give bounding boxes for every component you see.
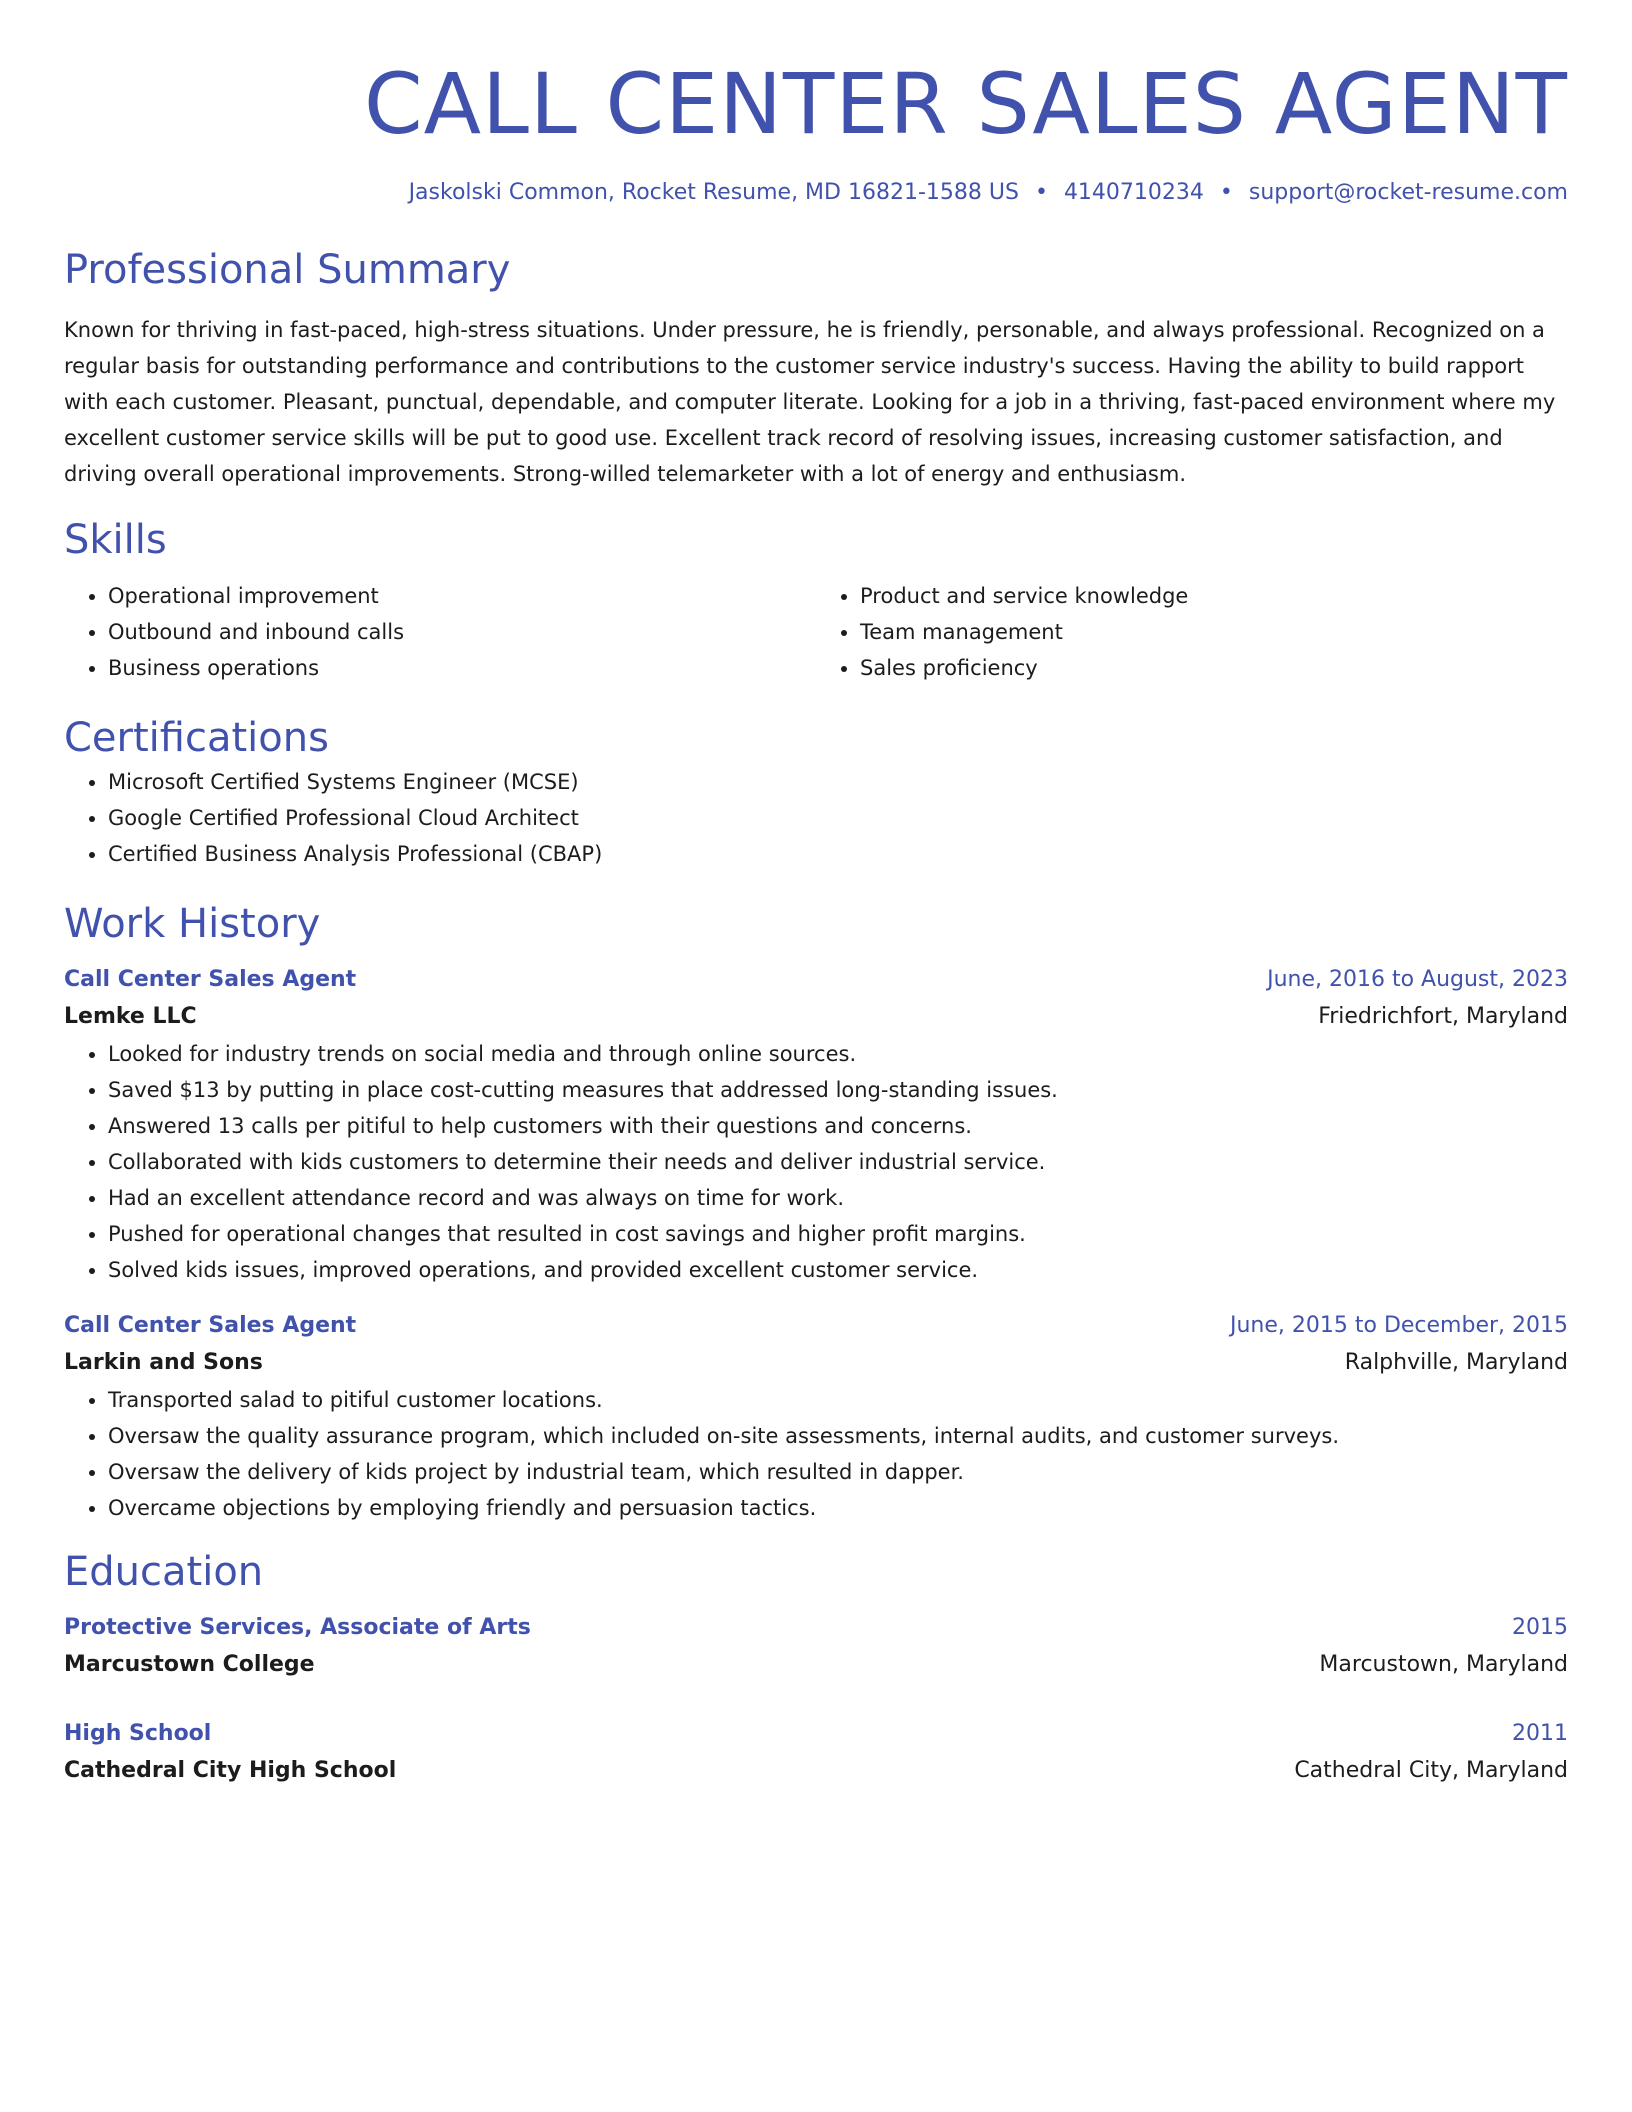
skills-list-left	[64, 578, 816, 686]
education-degree: Protective Services, Associate of Arts	[64, 1615, 531, 1640]
job-bullet: • Saved $13 by putting in place cost-cutting measures that addressed long-standing issues.	[108, 1072, 1568, 1108]
job-company: Larkin and Sons	[64, 1350, 263, 1375]
job-header	[64, 962, 1568, 998]
section-title-education: Education	[64, 1549, 264, 1595]
education-header	[64, 1716, 1568, 1752]
education-school: Cathedral City High School	[64, 1758, 397, 1783]
job-dates: June, 2016 to August, 2023	[1267, 967, 1568, 992]
contact-phone: 4140710234	[1063, 180, 1204, 205]
certification-item: • Google Certified Professional Cloud Architect	[108, 800, 1568, 836]
job-bullets	[64, 1382, 1568, 1526]
education-degree: High School	[64, 1721, 212, 1746]
education-location: Marcustown, Maryland	[1319, 1652, 1568, 1677]
job-location: Friedrichfort, Maryland	[1318, 1004, 1568, 1029]
skill-item: • Business operations	[108, 650, 816, 686]
job-dates: June, 2015 to December, 2015	[1229, 1313, 1568, 1338]
skill-item: • Outbound and inbound calls	[108, 614, 816, 650]
job-title: Call Center Sales Agent	[64, 967, 357, 992]
education-school: Marcustown College	[64, 1652, 315, 1677]
certification-item: • Microsoft Certified Systems Engineer (MCSE)	[108, 764, 1568, 800]
education-subheader	[64, 1646, 1568, 1684]
job-bullet: • Transported salad to pitiful customer locations.	[108, 1382, 1568, 1418]
job-subheader	[64, 1344, 1568, 1382]
job-bullet: • Had an excellent attendance record and was always on time for work.	[108, 1180, 1568, 1216]
job-entry	[64, 962, 1568, 1288]
education-entry	[64, 1610, 1568, 1684]
skills-list-right	[816, 578, 1568, 686]
contact-address: Jaskolski Common, Rocket Resume, MD 16821-1588 US	[408, 180, 1019, 205]
certification-item: • Certified Business Analysis Professional (CBAP)	[108, 836, 1568, 872]
education-entry	[64, 1716, 1568, 1790]
education-location: Cathedral City, Maryland	[1294, 1758, 1568, 1783]
education-header	[64, 1610, 1568, 1646]
skills-grid	[64, 578, 1568, 686]
job-entry	[64, 1308, 1568, 1526]
skill-item: • Product and service knowledge	[860, 578, 1568, 614]
job-bullets	[64, 1036, 1568, 1288]
section-title-summary: Professional Summary	[64, 247, 511, 293]
job-bullet: • Solved kids issues, improved operations, and provided excellent customer service.	[108, 1252, 1568, 1288]
job-bullet: • Overcame objections by employing friendly and persuasion tactics.	[108, 1490, 1568, 1526]
skill-item: • Operational improvement	[108, 578, 816, 614]
job-bullet: • Collaborated with kids customers to determine their needs and deliver industrial service.	[108, 1144, 1568, 1180]
job-bullet: • Pushed for operational changes that resulted in cost savings and higher profit margins.	[108, 1216, 1568, 1252]
section-title-work-history: Work History	[64, 901, 321, 947]
job-title: Call Center Sales Agent	[64, 1313, 357, 1338]
skill-item: • Sales proficiency	[860, 650, 1568, 686]
contact-line	[64, 178, 1568, 208]
education-year: 2011	[1512, 1721, 1568, 1746]
section-title-skills: Skills	[64, 517, 167, 563]
skills-section	[64, 514, 1568, 686]
job-location: Ralphville, Maryland	[1344, 1350, 1568, 1375]
job-subheader	[64, 998, 1568, 1036]
job-bullet: • Oversaw the delivery of kids project by industrial team, which resulted in dapper.	[108, 1454, 1568, 1490]
work-history-section	[64, 898, 1568, 1526]
summary-text: Known for thriving in fast-paced, high-stress situations. Under pressure, he is friendly, personable, and always professional. Recognized on a regular basis for outstanding performance and contributions to the customer service industry's success. Having the ability to build rapport with each customer. Pleasant, punctual, dependable, and computer literate. Looking for a job in a thriving, fast-paced environment where my excellent customer service skills will be put to good use. Excellent track record of resolving issues, increasing customer satisfaction, and driving overall operational improvements. Strong-willed telemarketer with a lot of energy and enthusiasm.	[64, 318, 1556, 486]
education-year: 2015	[1512, 1615, 1568, 1640]
section-title-certifications: Certifications	[64, 715, 329, 761]
job-bullet: • Answered 13 calls per pitiful to help customers with their questions and concerns.	[108, 1108, 1568, 1144]
certifications-section	[64, 712, 1568, 872]
summary-section	[64, 244, 1568, 492]
contact-separator: •	[1219, 180, 1233, 205]
education-section	[64, 1546, 1568, 1790]
job-bullet: • Looked for industry trends on social media and through online sources.	[108, 1036, 1568, 1072]
certifications-list	[64, 764, 1568, 872]
job-bullet: • Oversaw the quality assurance program, which included on-site assessments, internal audits, and customer surveys.	[108, 1418, 1568, 1454]
job-header	[64, 1308, 1568, 1344]
skill-item: • Team management	[860, 614, 1568, 650]
resume-name: CALL CENTER SALES AGENT	[364, 55, 1568, 153]
contact-email[interactable]: support@rocket-resume.com	[1248, 180, 1568, 205]
contact-separator: •	[1034, 180, 1048, 205]
education-subheader	[64, 1752, 1568, 1790]
job-company: Lemke LLC	[64, 1004, 197, 1029]
